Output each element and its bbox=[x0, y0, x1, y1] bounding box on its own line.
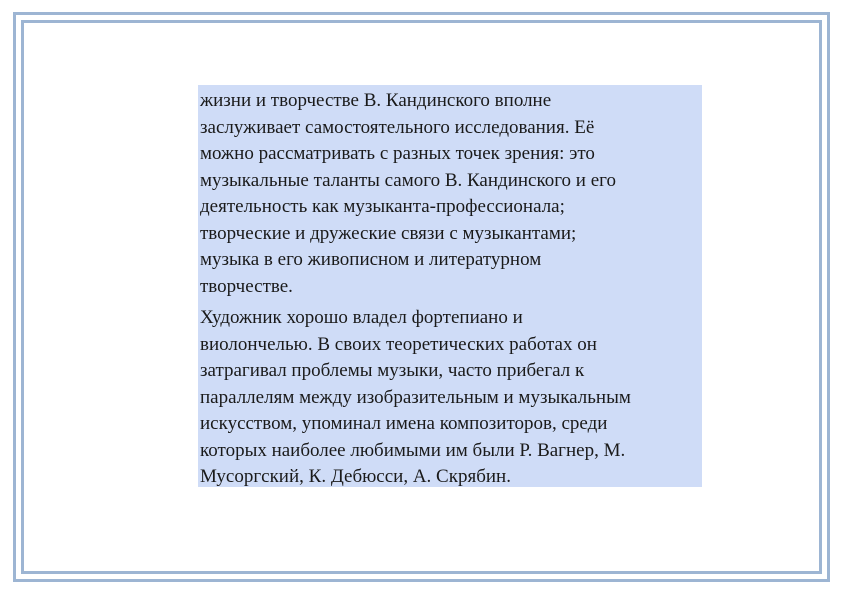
text-line: творческие и дружеские связи с музыкантами; bbox=[200, 222, 577, 244]
text-line: искусством, упоминал имена композиторов, среди bbox=[200, 413, 608, 434]
text-line: заслуживает самостоятельного исследования. Её bbox=[200, 116, 595, 138]
text-line: жизни и творчестве В. Кандинского вполне bbox=[200, 90, 552, 111]
text-line: музыка в его живописном и литературном bbox=[200, 249, 542, 270]
text-box[interactable] bbox=[198, 85, 702, 487]
paragraph-2 bbox=[200, 305, 702, 491]
text-line: Мусоргский, К. Дебюсси, А. Скрябин. bbox=[200, 466, 511, 487]
text-line: можно рассматривать с разных точек зрения: это bbox=[200, 143, 595, 164]
text-line: виолончелью. В своих теоретических работах он bbox=[200, 333, 597, 355]
text-line: музыкальные таланты самого В. Кандинского и его bbox=[200, 169, 616, 191]
text-line: которых наиболее любимыми им были Р. Вагнер, М. bbox=[200, 439, 626, 461]
text-line: творчестве. bbox=[200, 275, 293, 297]
text-line: деятельность как музыканта-профессионала; bbox=[200, 196, 565, 217]
text-line: Художник хорошо владел фортепиано и bbox=[200, 307, 523, 328]
text-line: затрагивал проблемы музыки, часто прибегал к bbox=[200, 360, 585, 381]
text-line: параллелям между изобразительным и музыкальным bbox=[200, 386, 631, 408]
paragraph-1 bbox=[200, 88, 702, 300]
